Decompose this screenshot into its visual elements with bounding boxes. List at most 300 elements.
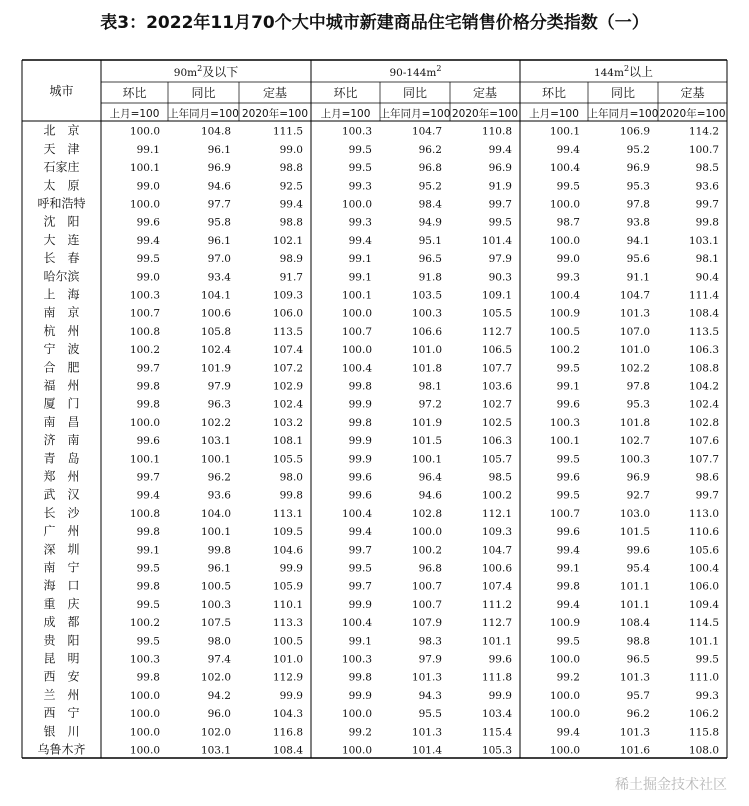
index-value: 99.1 <box>556 562 580 575</box>
group-superscript: 2 <box>436 64 442 73</box>
city-name: 南 宁 <box>43 560 80 575</box>
index-value: 98.6 <box>695 471 719 484</box>
index-value: 103.5 <box>411 289 442 302</box>
column-header: 定基 <box>472 86 498 100</box>
area-group-header <box>594 64 653 79</box>
index-value: 97.2 <box>418 398 442 411</box>
index-value: 104.3 <box>272 708 303 721</box>
index-value: 99.5 <box>348 143 372 156</box>
column-header: 同比 <box>402 86 428 100</box>
index-value: 103.2 <box>272 416 303 429</box>
index-value: 99.8 <box>348 416 372 429</box>
index-value: 101.8 <box>619 416 650 429</box>
index-value: 100.7 <box>129 307 160 320</box>
index-value: 99.3 <box>695 689 719 702</box>
index-value: 107.2 <box>272 362 303 375</box>
index-value: 100.7 <box>411 580 442 593</box>
index-value: 100.1 <box>129 453 160 466</box>
index-value: 97.7 <box>207 198 231 211</box>
index-value: 99.4 <box>136 234 160 247</box>
group-prefix: 90-144m <box>389 67 437 79</box>
index-value: 99.0 <box>556 253 580 266</box>
index-value: 109.5 <box>272 526 303 539</box>
city-name: 沈 阳 <box>43 214 80 229</box>
column-header: 同比 <box>191 86 216 100</box>
index-value: 99.8 <box>279 489 303 502</box>
index-value: 97.9 <box>488 253 512 266</box>
index-value: 100.3 <box>129 653 160 666</box>
index-value: 100.0 <box>549 653 580 666</box>
index-value: 102.7 <box>619 435 650 448</box>
index-value: 99.9 <box>348 398 372 411</box>
group-suffix: 以上 <box>629 65 654 79</box>
index-value: 99.6 <box>348 471 372 484</box>
index-value: 95.5 <box>418 708 442 721</box>
index-value: 99.4 <box>556 143 580 156</box>
index-value: 100.0 <box>129 416 160 429</box>
city-name: 重 庆 <box>43 596 80 611</box>
index-value: 107.9 <box>411 617 442 630</box>
index-value: 109.3 <box>481 526 512 539</box>
index-value: 99.5 <box>136 635 160 648</box>
index-value: 99.6 <box>136 216 160 229</box>
index-value: 102.4 <box>688 398 719 411</box>
index-value: 105.6 <box>688 544 719 557</box>
index-value: 115.4 <box>481 726 512 739</box>
index-value: 95.7 <box>626 689 650 702</box>
index-value: 110.6 <box>688 526 719 539</box>
index-value: 104.2 <box>688 380 719 393</box>
area-group-header <box>389 64 441 79</box>
index-value: 111.8 <box>481 671 512 684</box>
index-value: 106.9 <box>619 125 650 138</box>
index-value: 100.0 <box>129 726 160 739</box>
index-value: 100.8 <box>129 325 160 338</box>
index-value: 96.1 <box>207 562 231 575</box>
index-value: 102.2 <box>619 362 650 375</box>
index-value: 93.8 <box>626 216 650 229</box>
city-name: 海 口 <box>43 578 80 593</box>
index-value: 111.4 <box>688 289 719 302</box>
index-value: 101.4 <box>411 744 442 757</box>
base-label: 2020年=100 <box>241 108 309 120</box>
index-value: 105.8 <box>200 325 231 338</box>
index-value: 100.2 <box>129 344 160 357</box>
index-value: 99.2 <box>556 671 580 684</box>
index-value: 96.1 <box>207 234 231 247</box>
city-name: 哈尔滨 <box>43 269 80 284</box>
base-label: 上月=100 <box>529 108 579 120</box>
index-value: 100.3 <box>411 307 442 320</box>
index-value: 99.9 <box>348 689 372 702</box>
index-value: 100.4 <box>341 617 372 630</box>
index-value: 101.1 <box>481 635 512 648</box>
index-value: 103.6 <box>481 380 512 393</box>
index-value: 99.7 <box>695 198 719 211</box>
city-header: 城市 <box>49 84 74 98</box>
index-value: 105.5 <box>272 453 303 466</box>
index-value: 98.4 <box>418 198 442 211</box>
index-value: 95.2 <box>418 180 442 193</box>
index-value: 107.4 <box>272 344 303 357</box>
index-value: 100.3 <box>341 653 372 666</box>
index-value: 99.5 <box>488 216 512 229</box>
index-value: 100.1 <box>200 453 231 466</box>
index-value: 95.4 <box>626 562 650 575</box>
base-label: 上年同月=100 <box>379 108 451 120</box>
index-value: 102.0 <box>200 671 231 684</box>
index-value: 101.1 <box>619 598 650 611</box>
index-value: 101.0 <box>272 653 303 666</box>
city-name: 银 川 <box>43 724 80 739</box>
index-value: 96.9 <box>626 162 650 175</box>
index-value: 94.1 <box>626 234 650 247</box>
index-value: 107.0 <box>619 325 650 338</box>
index-value: 101.3 <box>619 671 650 684</box>
index-value: 96.8 <box>418 562 442 575</box>
index-value: 100.1 <box>341 289 372 302</box>
index-value: 102.0 <box>200 726 231 739</box>
index-value: 100.5 <box>200 580 231 593</box>
index-value: 101.4 <box>481 234 512 247</box>
index-value: 99.0 <box>136 271 160 284</box>
index-value: 100.1 <box>200 526 231 539</box>
index-value: 96.2 <box>418 143 442 156</box>
index-value: 101.0 <box>619 344 650 357</box>
city-name: 青 岛 <box>43 451 80 466</box>
index-value: 109.1 <box>481 289 512 302</box>
city-name: 厦 门 <box>43 396 80 411</box>
index-value: 99.6 <box>136 435 160 448</box>
city-name: 呼和浩特 <box>37 196 86 211</box>
index-value: 100.1 <box>549 125 580 138</box>
index-value: 114.5 <box>688 617 719 630</box>
index-value: 99.4 <box>348 234 372 247</box>
index-value: 101.9 <box>200 362 231 375</box>
index-value: 99.1 <box>348 271 372 284</box>
index-value: 99.0 <box>136 180 160 193</box>
index-value: 106.2 <box>688 708 719 721</box>
index-value: 100.0 <box>129 198 160 211</box>
index-value: 109.4 <box>688 598 719 611</box>
base-label: 2020年=100 <box>451 108 519 120</box>
city-name: 长 沙 <box>43 505 80 520</box>
group-suffix: 及以下 <box>202 65 239 79</box>
index-value: 98.1 <box>695 253 719 266</box>
index-value: 100.9 <box>549 617 580 630</box>
column-header: 环比 <box>333 86 358 100</box>
index-value: 100.0 <box>129 689 160 702</box>
index-value: 99.4 <box>348 526 372 539</box>
index-value: 100.7 <box>411 598 442 611</box>
index-value: 103.1 <box>200 744 231 757</box>
city-name: 杭 州 <box>43 323 80 338</box>
index-value: 100.1 <box>411 453 442 466</box>
index-value: 99.7 <box>348 544 372 557</box>
index-value: 106.0 <box>272 307 303 320</box>
index-value: 91.8 <box>418 271 442 284</box>
column-header: 环比 <box>122 86 147 100</box>
index-value: 99.5 <box>556 635 580 648</box>
index-value: 101.3 <box>619 726 650 739</box>
index-value: 100.0 <box>549 234 580 247</box>
index-value: 101.6 <box>619 744 650 757</box>
index-value: 100.7 <box>688 143 719 156</box>
index-value: 105.9 <box>272 580 303 593</box>
index-value: 106.5 <box>481 344 512 357</box>
index-value: 99.8 <box>207 544 231 557</box>
index-value: 98.7 <box>556 216 580 229</box>
index-value: 96.2 <box>626 708 650 721</box>
index-value: 109.3 <box>272 289 303 302</box>
index-value: 96.5 <box>418 253 442 266</box>
city-name: 乌鲁木齐 <box>37 742 86 757</box>
index-value: 100.4 <box>549 162 580 175</box>
index-value: 91.1 <box>626 271 650 284</box>
index-value: 100.7 <box>341 325 372 338</box>
index-value: 99.3 <box>348 216 372 229</box>
index-value: 94.2 <box>207 689 231 702</box>
index-value: 99.4 <box>136 489 160 502</box>
city-name: 西 宁 <box>43 706 80 721</box>
index-value: 99.7 <box>488 198 512 211</box>
group-superscript: 2 <box>623 64 630 73</box>
index-value: 98.8 <box>279 162 303 175</box>
index-value: 100.2 <box>129 617 160 630</box>
city-name: 南 京 <box>43 305 80 320</box>
index-value: 99.1 <box>348 635 372 648</box>
index-value: 114.2 <box>688 125 719 138</box>
index-value: 105.5 <box>481 307 512 320</box>
index-value: 116.8 <box>272 726 303 739</box>
index-value: 99.9 <box>488 689 512 702</box>
index-value: 100.7 <box>549 507 580 520</box>
index-value: 100.8 <box>129 507 160 520</box>
index-value: 102.1 <box>272 234 303 247</box>
area-group-header <box>174 64 238 79</box>
index-value: 98.1 <box>418 380 442 393</box>
index-value: 113.3 <box>272 617 303 630</box>
index-value: 107.6 <box>688 435 719 448</box>
index-value: 100.0 <box>129 744 160 757</box>
index-value: 99.6 <box>556 398 580 411</box>
index-value: 93.6 <box>207 489 231 502</box>
index-value: 100.0 <box>341 708 372 721</box>
index-value: 106.3 <box>481 435 512 448</box>
index-value: 99.6 <box>556 526 580 539</box>
index-value: 96.0 <box>207 708 231 721</box>
city-name: 济 南 <box>43 433 80 448</box>
index-value: 98.0 <box>207 635 231 648</box>
index-value: 99.8 <box>136 526 160 539</box>
index-value: 99.8 <box>556 580 580 593</box>
city-name: 大 连 <box>43 232 80 247</box>
index-value: 108.1 <box>272 435 303 448</box>
index-value: 101.8 <box>411 362 442 375</box>
index-value: 99.1 <box>556 380 580 393</box>
index-value: 97.8 <box>626 380 650 393</box>
index-value: 106.3 <box>688 344 719 357</box>
index-value: 98.9 <box>279 253 303 266</box>
base-label: 上月=100 <box>320 108 371 120</box>
index-value: 98.8 <box>279 216 303 229</box>
index-value: 100.6 <box>200 307 231 320</box>
index-value: 97.9 <box>207 380 231 393</box>
index-value: 100.0 <box>341 198 372 211</box>
index-value: 99.6 <box>556 471 580 484</box>
city-name: 上 海 <box>43 287 80 302</box>
index-value: 100.0 <box>129 125 160 138</box>
city-name: 兰 州 <box>43 687 80 702</box>
city-name: 武 汉 <box>43 487 80 502</box>
index-value: 100.2 <box>411 544 442 557</box>
index-value: 99.5 <box>348 162 372 175</box>
index-value: 99.8 <box>136 580 160 593</box>
index-value: 99.6 <box>348 489 372 502</box>
index-value: 99.1 <box>348 253 372 266</box>
index-value: 99.5 <box>695 653 719 666</box>
index-value: 106.0 <box>688 580 719 593</box>
index-value: 95.1 <box>418 234 442 247</box>
index-value: 93.6 <box>695 180 719 193</box>
index-value: 99.4 <box>556 726 580 739</box>
index-value: 96.1 <box>207 143 231 156</box>
index-value: 100.1 <box>129 162 160 175</box>
base-label: 2020年=100 <box>659 108 726 120</box>
index-value: 112.9 <box>272 671 303 684</box>
index-value: 108.4 <box>688 307 719 320</box>
index-value: 99.5 <box>556 362 580 375</box>
index-value: 99.9 <box>348 598 372 611</box>
index-value: 99.8 <box>136 398 160 411</box>
index-value: 95.6 <box>626 253 650 266</box>
index-value: 113.5 <box>688 325 719 338</box>
index-value: 99.6 <box>488 653 512 666</box>
index-value: 99.5 <box>556 489 580 502</box>
index-value: 99.6 <box>626 544 650 557</box>
index-value: 99.4 <box>488 143 512 156</box>
index-value: 98.8 <box>626 635 650 648</box>
city-name: 郑 州 <box>43 469 80 484</box>
city-name: 宁 波 <box>43 342 80 357</box>
index-value: 93.4 <box>207 271 231 284</box>
index-value: 98.3 <box>418 635 442 648</box>
index-value: 101.1 <box>688 635 719 648</box>
index-value: 104.8 <box>200 125 231 138</box>
index-value: 110.8 <box>481 125 512 138</box>
column-header: 环比 <box>541 86 567 100</box>
index-value: 99.1 <box>136 143 160 156</box>
base-label: 上年同月=100 <box>168 108 239 120</box>
index-value: 100.2 <box>481 489 512 502</box>
index-value: 99.7 <box>136 471 160 484</box>
index-value: 106.6 <box>411 325 442 338</box>
index-value: 96.9 <box>488 162 512 175</box>
index-value: 100.0 <box>129 708 160 721</box>
index-value: 104.7 <box>619 289 650 302</box>
index-value: 100.0 <box>549 198 580 211</box>
index-value: 99.9 <box>279 562 303 575</box>
index-value: 108.4 <box>619 617 650 630</box>
index-value: 100.9 <box>549 307 580 320</box>
index-value: 97.9 <box>418 653 442 666</box>
index-value: 96.8 <box>418 162 442 175</box>
index-value: 91.7 <box>279 271 303 284</box>
index-value: 99.8 <box>136 380 160 393</box>
index-value: 99.7 <box>348 580 372 593</box>
base-label: 上月=100 <box>109 108 160 120</box>
index-value: 112.7 <box>481 617 512 630</box>
index-value: 99.5 <box>556 453 580 466</box>
index-value: 101.1 <box>619 580 650 593</box>
index-value: 100.4 <box>549 289 580 302</box>
index-value: 103.0 <box>619 507 650 520</box>
index-value: 102.2 <box>200 416 231 429</box>
index-value: 105.3 <box>481 744 512 757</box>
column-header: 同比 <box>610 86 636 100</box>
index-value: 100.0 <box>549 689 580 702</box>
index-value: 99.5 <box>136 598 160 611</box>
city-name: 广 州 <box>43 524 80 539</box>
index-value: 101.5 <box>411 435 442 448</box>
index-value: 96.9 <box>626 471 650 484</box>
index-value: 95.8 <box>207 216 231 229</box>
index-value: 102.4 <box>200 344 231 357</box>
index-value: 100.0 <box>341 307 372 320</box>
index-value: 111.0 <box>688 671 719 684</box>
index-value: 100.0 <box>341 344 372 357</box>
index-value: 91.9 <box>488 180 512 193</box>
index-value: 90.3 <box>488 271 512 284</box>
index-value: 96.9 <box>207 162 231 175</box>
index-value: 100.0 <box>549 744 580 757</box>
index-value: 108.4 <box>272 744 303 757</box>
city-name: 成 都 <box>43 615 80 630</box>
index-value: 99.3 <box>348 180 372 193</box>
index-value: 99.4 <box>556 598 580 611</box>
index-value: 99.5 <box>136 253 160 266</box>
group-prefix: 144m <box>593 67 624 79</box>
index-value: 102.4 <box>272 398 303 411</box>
index-value: 105.7 <box>481 453 512 466</box>
index-value: 99.3 <box>556 271 580 284</box>
index-value: 101.5 <box>619 526 650 539</box>
index-value: 101.3 <box>411 671 442 684</box>
index-value: 99.0 <box>279 143 303 156</box>
index-value: 104.7 <box>411 125 442 138</box>
index-value: 100.0 <box>341 744 372 757</box>
index-value: 108.8 <box>688 362 719 375</box>
index-value: 100.4 <box>688 562 719 575</box>
group-prefix: 90m <box>173 67 198 79</box>
index-value: 99.1 <box>136 544 160 557</box>
index-value: 99.2 <box>348 726 372 739</box>
index-value: 96.3 <box>207 398 231 411</box>
index-value: 113.5 <box>272 325 303 338</box>
index-value: 112.7 <box>481 325 512 338</box>
index-value: 96.4 <box>418 471 442 484</box>
index-value: 98.5 <box>488 471 512 484</box>
index-value: 100.3 <box>619 453 650 466</box>
index-value: 97.0 <box>207 253 231 266</box>
index-value: 100.6 <box>481 562 512 575</box>
city-name: 南 昌 <box>43 414 80 429</box>
index-value: 112.1 <box>481 507 512 520</box>
index-value: 111.5 <box>272 125 303 138</box>
column-header: 定基 <box>680 86 705 100</box>
index-value: 99.4 <box>556 544 580 557</box>
index-value: 97.4 <box>207 653 231 666</box>
